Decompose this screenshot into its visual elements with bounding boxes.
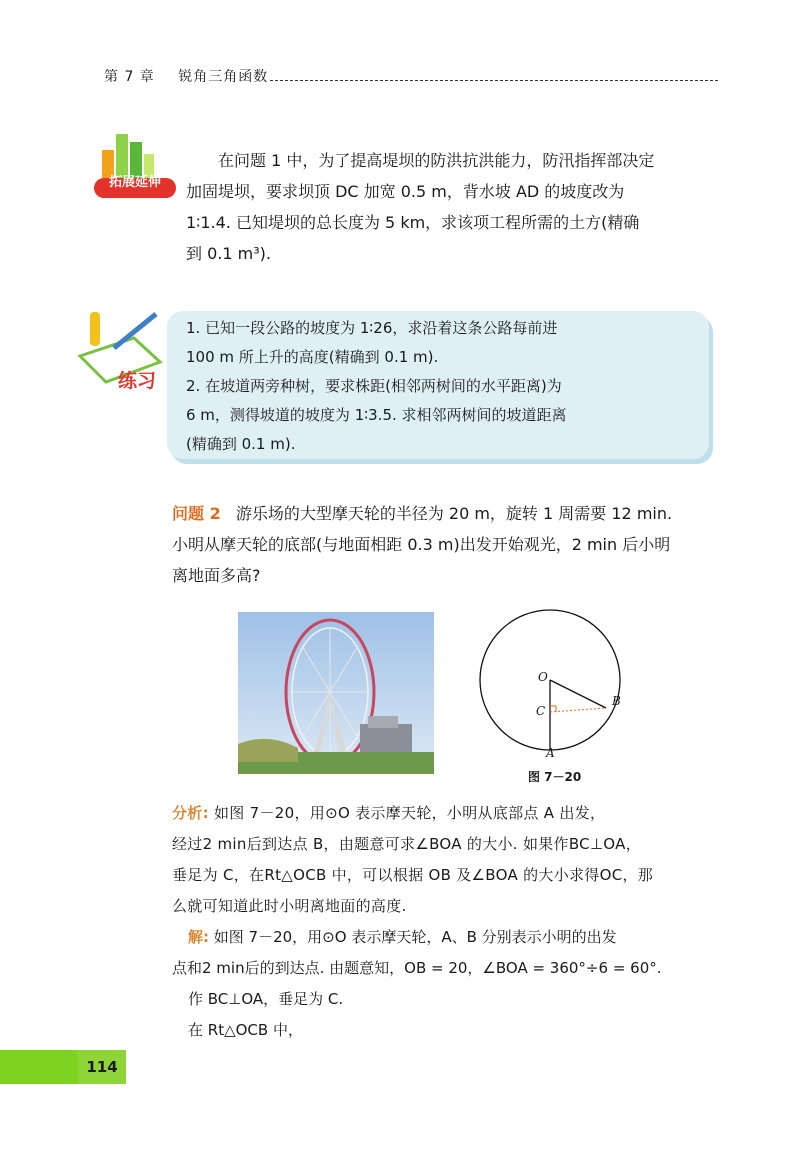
analysis — [172, 798, 653, 922]
segment-bc — [550, 708, 606, 712]
practice-line: 6 m，测得坡道的坡度为 1∶3.5. 求相邻两树间的坡道距离 — [186, 406, 567, 424]
problem-2 — [172, 498, 672, 591]
analysis-line: 如图 7－20，用⊙O 表示摩天轮，小明从底部点 A 出发， — [213, 804, 606, 822]
page-number-bar — [0, 1050, 78, 1084]
figure-caption: 图 7－20 — [528, 770, 582, 784]
solution-line: 作 BC⊥OA，垂足为 C. — [188, 990, 344, 1008]
problem-line: 离地面多高? — [172, 566, 261, 585]
extension-text — [186, 145, 654, 269]
page-number: 114 — [78, 1050, 126, 1084]
segment-ob — [550, 680, 606, 708]
chapter-number: 第 7 章 — [104, 69, 155, 85]
right-angle-mark — [550, 706, 556, 712]
solution-label: 解: — [188, 928, 209, 946]
practice-line: (精确到 0.1 m). — [186, 435, 296, 453]
practice-line: 100 m 所上升的高度(精确到 0.1 m). — [186, 348, 439, 366]
problem-label: 问题 2 — [172, 504, 221, 523]
solution-line: 在 Rt△OCB 中， — [188, 1021, 303, 1039]
analysis-line: 经过2 min后到达点 B，由题意可求∠BOA 的大小. 如果作BC⊥OA， — [172, 835, 642, 853]
problem-line: 小明从摩天轮的底部(与地面相距 0.3 m)出发开始观光，2 min 后小明 — [172, 535, 671, 554]
analysis-line: 垂足为 C，在Rt△OCB 中，可以根据 OB 及∠BOA 的大小求得OC，那 — [172, 866, 654, 884]
extension-line: 到 0.1 m³). — [186, 244, 271, 263]
solution — [172, 922, 662, 1046]
problem-line: 游乐场的大型摩天轮的半径为 20 m，旋转 1 周需要 12 min. — [235, 504, 673, 523]
chapter-header — [104, 66, 268, 86]
label-a: A — [546, 746, 555, 760]
extension-line: 1∶1.4. 已知堤坝的总长度为 5 km，求该项工程所需的土方(精确 — [186, 213, 640, 232]
chapter-title: 锐角三角函数 — [178, 69, 269, 85]
extension-badge-label: 拓展延伸 — [108, 175, 161, 190]
solution-line: 点和2 min后的到达点. 由题意知，OB = 20，∠BOA = 360°÷6 = 60°. — [172, 959, 662, 977]
label-c: C — [536, 704, 546, 718]
circle-diagram — [478, 600, 648, 770]
extension-line: 在问题 1 中，为了提高堤坝的防洪抗洪能力，防汛指挥部决定 — [186, 151, 655, 170]
ferris-wheel-photo — [238, 612, 434, 774]
label-o: O — [538, 670, 548, 684]
extension-line: 加固堤坝，要求坝顶 DC 加宽 0.5 m，背水坡 AD 的坡度改为 — [186, 182, 625, 201]
practice-line: 1. 已知一段公路的坡度为 1∶26，求沿着这条公路每前进 — [186, 319, 558, 337]
analysis-label: 分析: — [172, 804, 209, 822]
solution-line: 如图 7－20，用⊙O 表示摩天轮，A、B 分别表示小明的出发 — [213, 928, 617, 946]
label-b: B — [612, 694, 621, 708]
header-divider — [270, 80, 718, 81]
practice-line: 2. 在坡道两旁种树，要求株距(相邻两树间的水平距离)为 — [186, 377, 562, 395]
practice-text — [186, 314, 567, 459]
analysis-line: 么就可知道此时小明离地面的高度. — [172, 897, 407, 915]
practice-badge-label: 练习 — [118, 370, 157, 392]
extension-badge-icon — [92, 128, 182, 206]
